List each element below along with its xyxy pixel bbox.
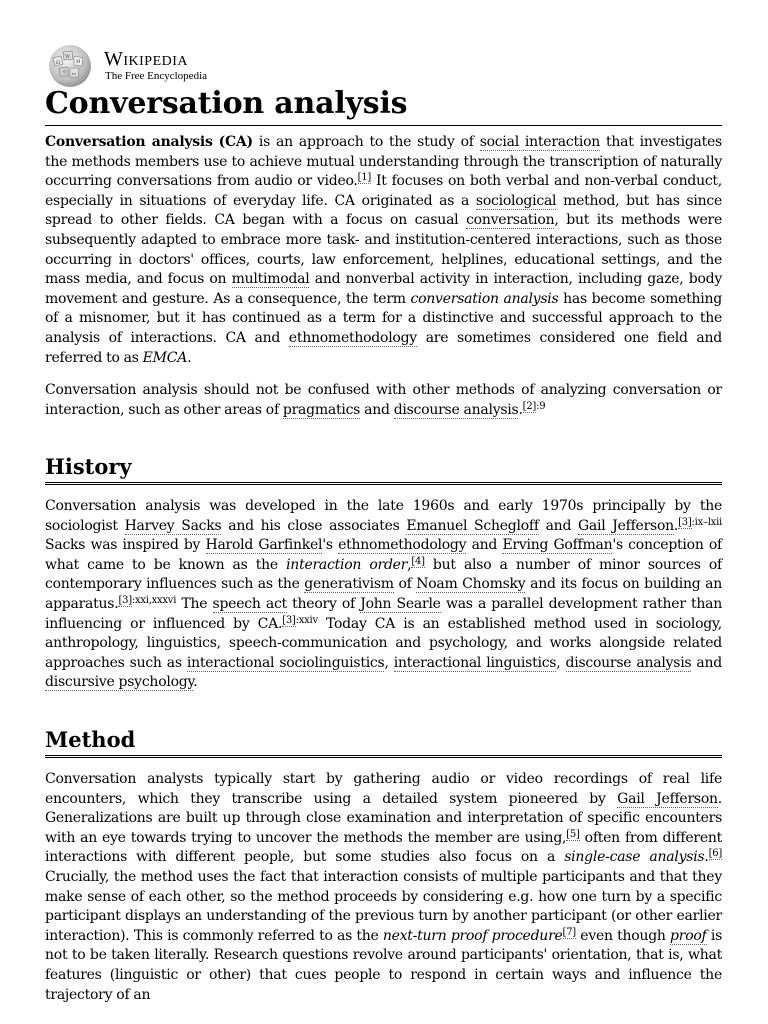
- link-multimodal[interactable]: multimodal: [231, 271, 310, 288]
- link-ethnomethodology-2[interactable]: ethnomethodology: [338, 537, 467, 554]
- ref-4[interactable]: [4]: [411, 555, 425, 567]
- svg-text:ウ: ウ: [62, 70, 68, 76]
- svg-text:W: W: [65, 54, 71, 60]
- link-social-interaction[interactable]: social interaction: [479, 134, 601, 150]
- link-discourse-analysis[interactable]: discourse analysis: [393, 401, 519, 418]
- link-noam-chomsky[interactable]: Noam Chomsky: [416, 576, 526, 593]
- method-paragraph: Conversation analysts typically start by gathering audio or video recordings of real life encounters, which they transcribe using a detailed system pioneered by Gail Jefferson. Generalizations are built up through close examination and interpretation of specific encounters with an eye towards trying to uncover the methods the member are using,[5] often from different interactions with different people, but some studies also focus on a single-case analysis.[6] Crucially, the method uses the fact that interaction consists of multiple participants and that they make sense of each other, so the method proceeds by considering e.g. how one turn by a specific participant displays an understanding of the previous turn by another participant (or other earlier interaction). This is commonly referred to as the next-turn proof procedure[7] even though proof is not to be taken literally. Research questions revolve around participants' orientation, that is, what features (linguistic or other) that cues people to respond in certain ways and influence the trajectory of an: [45, 771, 722, 1003]
- lead-term: Conversation analysis: [45, 134, 213, 150]
- ref-3a[interactable]: [3]: [678, 516, 692, 528]
- wikipedia-wordmark: Wikipedia: [104, 48, 189, 70]
- link-proof[interactable]: proof: [670, 927, 707, 944]
- link-gail-jefferson-2[interactable]: Gail Jefferson: [617, 790, 718, 807]
- link-ethnomethodology[interactable]: ethnomethodology: [288, 329, 417, 346]
- ref-2[interactable]: [2]: [522, 400, 537, 412]
- intro-paragraph-1: Conversation analysis (CA) is an approach to the study of social interaction that investigates the methods members use to achieve mutual understanding through the transcription of naturally occurring conversations from audio or video.[1] It focuses on both verbal and non-verbal conduct, especially in situations of everyday life. CA originated as a sociological method, but has since spread to other fields. CA began with a focus on casual conversation, but its methods were subsequently adapted to embrace more task- and institution-centered interactions, such as those occurring in doctors' offices, courts, law enforcement, helplines, educational settings, and the mass media, and focus on multimodal and nonverbal activity in interaction, including gaze, body movement and gesture. As a consequence, the term conversation analysis has become something of a misnomer, but it has continued as a term for a distinctive and successful approach to the analysis of interactions. CA and ethnomethodology are sometimes considered one field and referred to as EMCA.: [45, 134, 723, 366]
- ref-6[interactable]: [6]: [708, 848, 722, 860]
- svg-text:И: И: [76, 59, 81, 65]
- link-generativism[interactable]: generativism: [304, 576, 394, 593]
- link-sociological[interactable]: sociological: [475, 192, 557, 209]
- ref-5[interactable]: [5]: [566, 828, 580, 840]
- ref-1[interactable]: [1]: [357, 172, 372, 184]
- link-harold-garfinkel[interactable]: Harold Garfinkel: [205, 537, 323, 554]
- section-heading-history: History: [45, 453, 722, 485]
- lead-abbr: (CA): [218, 134, 253, 150]
- link-discursive-psychology[interactable]: discursive psychology: [45, 674, 194, 691]
- link-conversation[interactable]: conversation: [466, 212, 555, 229]
- link-harvey-sacks[interactable]: Harvey Sacks: [124, 517, 222, 534]
- svg-text:Ω: Ω: [56, 60, 61, 66]
- history-paragraph: Conversation analysis was developed in the late 1960s and early 1970s principally by the sociologist Harvey Sacks and his close associates Emanuel Schegloff and Gail Jefferson.$^{[3]:ix-lxii}$ Sacks was inspired by Harold Garfinkel's ethnomethodology and Erving Goffman's conception of what came to be known as the interaction order,[4] but also a number of minor sources of contemporary influences such as the generativism of Noam Chomsky and its focus on building an apparatus.$^{[3]:xxi,xxxvi}$ The speech act theory of John Searle was a parallel development rather than influencing or influenced by CA.$^{[3]:xxiv}$ Today CA is an established method used in sociology, anthropology, linguistics, speech-communication and psychology, and works alongside related approaches such as interactional sociolinguistics, interactional linguistics, discourse analysis and discursive psychology.: [45, 498, 723, 691]
- ref-3b[interactable]: [3]: [118, 594, 132, 606]
- wikipedia-globe-icon: [45, 44, 95, 88]
- svg-text:ω: ω: [72, 71, 77, 77]
- link-pragmatics[interactable]: pragmatics: [282, 401, 361, 418]
- wikipedia-header[interactable]: [45, 42, 345, 88]
- link-emanuel-schegloff[interactable]: Emanuel Schegloff: [406, 517, 539, 534]
- link-speech-act[interactable]: speech act: [212, 595, 287, 612]
- link-interactional-linguistics[interactable]: interactional linguistics: [393, 654, 557, 671]
- link-discourse-analysis-2[interactable]: discourse analysis: [565, 654, 692, 671]
- ref-7[interactable]: [7]: [562, 926, 576, 938]
- ref-3c[interactable]: [3]: [282, 614, 296, 626]
- link-gail-jefferson[interactable]: Gail Jefferson: [577, 517, 674, 534]
- link-interactional-sociolinguistics[interactable]: interactional sociolinguistics: [186, 654, 385, 671]
- section-heading-method: Method: [45, 726, 722, 758]
- link-john-searle[interactable]: John Searle: [360, 595, 441, 612]
- intro-paragraph-2: Conversation analysis should not be confused with other methods of analyzing conversation or interaction, such as other areas of pragmatics and discourse analysis.$^{[2]:9}$: [45, 382, 722, 418]
- wikipedia-tagline: The Free Encyclopedia: [105, 70, 208, 82]
- article-title: Conversation analysis: [45, 84, 722, 126]
- link-erving-goffman[interactable]: Erving Goffman: [502, 537, 613, 554]
